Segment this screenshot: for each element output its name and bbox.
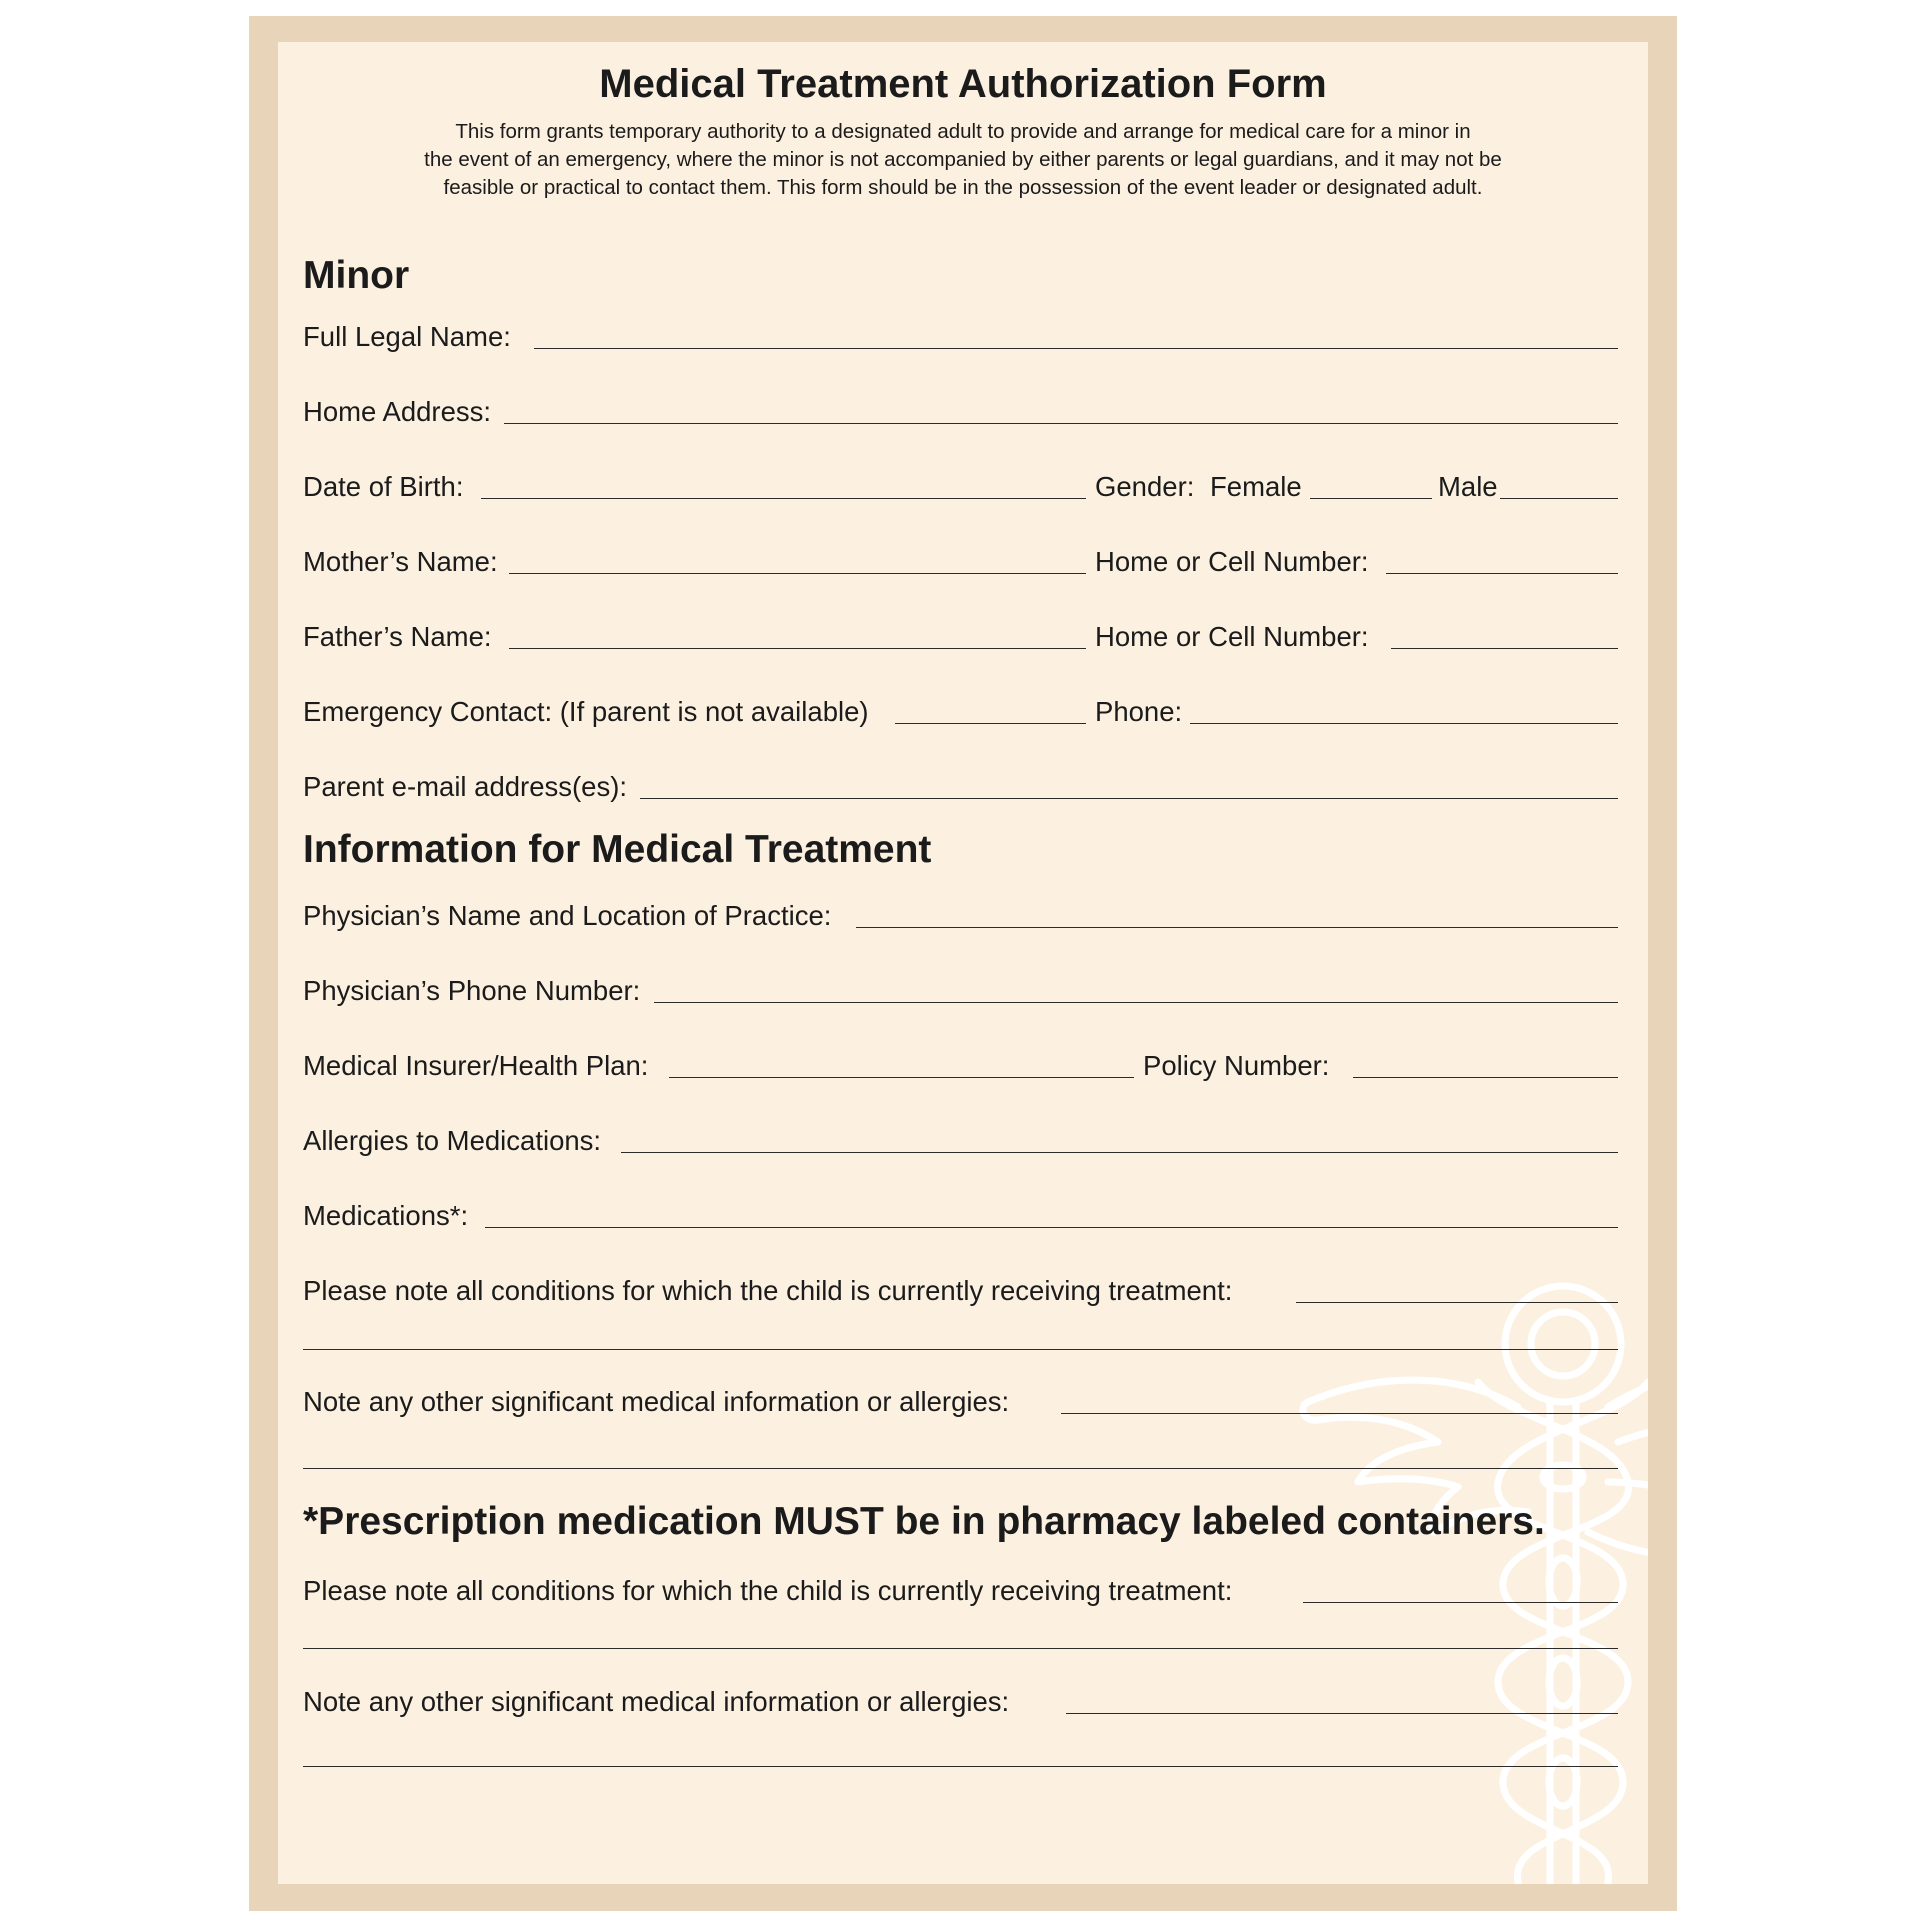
field-conditions-1[interactable] [1296,1302,1618,1303]
label-home-address: Home Address: [303,396,492,427]
label-female: Female [1210,471,1302,502]
label-conditions-1: Please note all conditions for which the child is currently receiving treatment: [303,1275,1233,1306]
label-fathers-name: Father’s Name: [303,621,492,652]
field-emergency-contact[interactable] [895,723,1086,724]
field-full-legal-name[interactable] [534,348,1618,349]
field-home-address[interactable] [504,423,1618,424]
field-gender-male[interactable] [1500,498,1618,499]
field-insurer[interactable] [669,1077,1134,1078]
label-mothers-name: Mother’s Name: [303,546,498,577]
label-other-info-2: Note any other significant medical information or allergies: [303,1686,1010,1717]
label-home-or-cell-1: Home or Cell Number: [1095,546,1369,577]
field-fathers-name[interactable] [509,648,1086,649]
label-policy-number: Policy Number: [1143,1050,1330,1081]
field-conditions-2[interactable] [1303,1602,1618,1603]
field-mother-phone[interactable] [1386,573,1618,574]
label-emergency-contact: Emergency Contact: (If parent is not available) [303,696,869,727]
section-heading-minor: Minor [303,254,410,297]
label-physician-name: Physician’s Name and Location of Practice: [303,900,832,931]
field-other-info-2-line-2[interactable] [303,1766,1618,1767]
label-other-info-1: Note any other significant medical information or allergies: [303,1386,1010,1417]
field-medications[interactable] [485,1227,1618,1228]
field-physician-phone[interactable] [654,1002,1618,1003]
label-gender: Gender: [1095,471,1195,502]
field-policy-number[interactable] [1353,1077,1618,1078]
label-full-legal-name: Full Legal Name: [303,321,511,352]
section-heading-medical: Information for Medical Treatment [303,828,932,871]
field-conditions-1-line-2[interactable] [303,1349,1618,1350]
label-phone: Phone: [1095,696,1183,727]
label-home-or-cell-2: Home or Cell Number: [1095,621,1369,652]
field-emergency-phone[interactable] [1190,723,1618,724]
field-mothers-name[interactable] [509,573,1086,574]
label-insurer: Medical Insurer/Health Plan: [303,1050,649,1081]
label-allergies-medications: Allergies to Medications: [303,1125,602,1156]
field-parent-email[interactable] [640,798,1618,799]
intro-line-2: the event of an emergency, where the minor is not accompanied by either parents or legal guardians, and it may not be [424,148,1502,171]
field-physician-name[interactable] [856,927,1618,928]
label-medications: Medications*: [303,1200,469,1231]
field-other-info-2[interactable] [1066,1713,1618,1714]
form-paper [278,42,1648,1884]
field-conditions-2-line-2[interactable] [303,1648,1618,1649]
prescription-notice: *Prescription medication MUST be in pharmacy labeled containers. [303,1500,1545,1543]
field-date-of-birth[interactable] [481,498,1086,499]
caduceus-icon [1288,1232,1648,1884]
intro-line-3: feasible or practical to contact them. This form should be in the possession of the event leader or designated adult. [443,176,1483,199]
field-other-info-1[interactable] [1061,1413,1618,1414]
field-allergies-medications[interactable] [621,1152,1618,1153]
label-date-of-birth: Date of Birth: [303,471,464,502]
label-parent-email: Parent e-mail address(es): [303,771,628,802]
label-conditions-2: Please note all conditions for which the child is currently receiving treatment: [303,1575,1233,1606]
field-gender-female[interactable] [1310,498,1432,499]
field-other-info-1-line-2[interactable] [303,1468,1618,1469]
label-male: Male [1438,471,1498,502]
field-father-phone[interactable] [1391,648,1618,649]
form-title: Medical Treatment Authorization Form [599,62,1327,106]
label-physician-phone: Physician’s Phone Number: [303,975,641,1006]
intro-line-1: This form grants temporary authority to a designated adult to provide and arrange for medical care for a minor in [455,120,1471,143]
